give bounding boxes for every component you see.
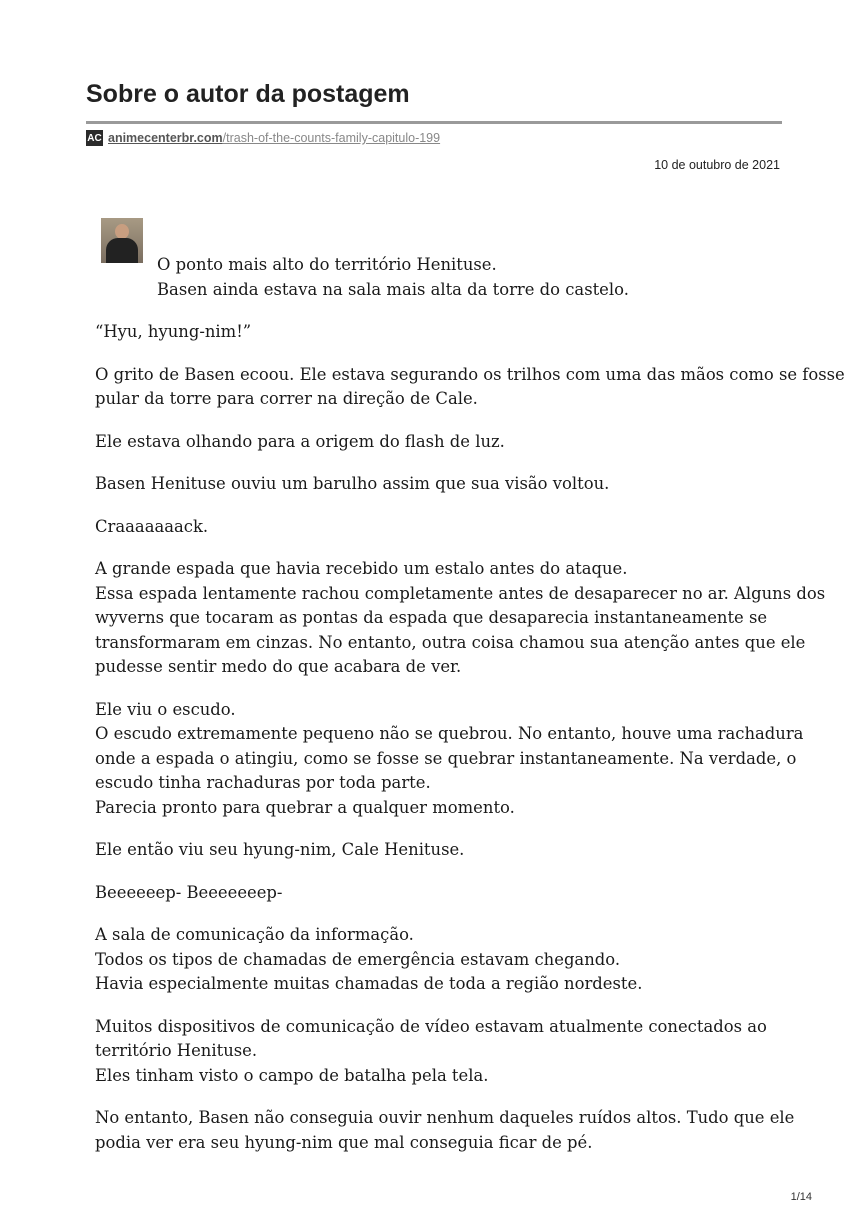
avatar-head [115, 224, 129, 239]
paragraph-line: O grito de Basen ecoou. Ele estava segurando os trilhos com uma das mãos como se fosse [95, 364, 845, 384]
paragraph-line: “Hyu, hyung-nim!” [95, 322, 252, 341]
site-logo-icon: AC [86, 130, 103, 146]
paragraph-line: Muitos dispositivos de comunicação de vídeo estavam atualmente conectados ao [95, 1016, 767, 1036]
paragraph-line: pudesse sentir medo do que acabara de ver. [95, 657, 462, 676]
article-paragraph [95, 698, 804, 821]
article-paragraph [95, 1106, 795, 1155]
article-paragraph [95, 363, 845, 412]
paragraph-line: wyverns que tocaram as pontas da espada que desaparecia instantaneamente se [95, 608, 768, 627]
source-link[interactable] [86, 130, 440, 146]
paragraph-line: território Henituse. [95, 1041, 258, 1060]
paragraph-line: No entanto, Basen não conseguia ouvir nenhum daqueles ruídos altos. Tudo que ele [95, 1108, 795, 1127]
article-paragraph [95, 557, 826, 680]
article-paragraph [95, 472, 795, 497]
paragraph-line: Ele viu o escudo. [95, 699, 236, 719]
paragraph-line: transformaram em cinzas. No entanto, outra coisa chamou sua atenção antes que ele [95, 632, 806, 652]
paragraph-line: A sala de comunicação da informação. [95, 925, 414, 944]
paragraph-line: Parecia pronto para quebrar a qualquer momento. [95, 797, 515, 817]
paragraph-line: Basen Henituse ouviu um barulho assim que sua visão voltou. [95, 474, 610, 493]
paragraph-line: Ele então viu seu hyung-nim, Cale Henituse. [95, 840, 465, 859]
page-number: 1/14 [790, 1191, 812, 1203]
article-body [95, 253, 845, 1173]
post-date: 10 de outubro de 2021 [654, 158, 780, 172]
paragraph-line: Havia especialmente muitas chamadas de toda a região nordeste. [95, 974, 643, 993]
article-paragraph [95, 881, 795, 906]
paragraph-line: Essa espada lentamente rachou completamente antes de desaparecer no ar. Alguns dos [95, 583, 826, 603]
page-title: Sobre o autor da postagem [86, 80, 410, 108]
paragraph-line: Beeeeeep- Beeeeeeep- [95, 882, 283, 902]
article-paragraph [95, 923, 795, 997]
paragraph-line: Eles tinham visto o campo de batalha pela tela. [95, 1065, 489, 1085]
article-paragraph [95, 320, 795, 345]
paragraph-line: O escudo extremamente pequeno não se quebrou. No entanto, houve uma rachadura [95, 724, 804, 743]
article-paragraph [95, 515, 795, 540]
paragraph-line: onde a espada o atingiu, como se fosse se quebrar instantaneamente. Na verdade, o [95, 748, 797, 768]
source-domain-link[interactable]: animecenterbr.com [108, 131, 223, 145]
title-divider [86, 121, 782, 124]
article-paragraph [95, 838, 795, 863]
paragraph-line: pular da torre para correr na direção de Cale. [95, 389, 478, 408]
article-paragraph [95, 430, 795, 455]
source-path-link[interactable]: /trash-of-the-counts-family-capitulo-199 [222, 131, 441, 145]
paragraph-line: O ponto mais alto do território Henituse. [157, 255, 497, 274]
paragraph-line: Basen ainda estava na sala mais alta da torre do castelo. [157, 279, 629, 299]
paragraph-line: A grande espada que havia recebido um estalo antes do ataque. [95, 559, 628, 578]
paragraph-line: Ele estava olhando para a origem do flash de luz. [95, 431, 505, 451]
article-paragraph [95, 253, 795, 302]
paragraph-line: escudo tinha rachaduras por toda parte. [95, 773, 431, 792]
paragraph-line: podia ver era seu hyung-nim que mal conseguia ficar de pé. [95, 1132, 593, 1152]
article-paragraph [95, 1015, 795, 1089]
paragraph-line: Craaaaaaack. [95, 516, 209, 536]
paragraph-line: Todos os tipos de chamadas de emergência estavam chegando. [95, 949, 621, 969]
